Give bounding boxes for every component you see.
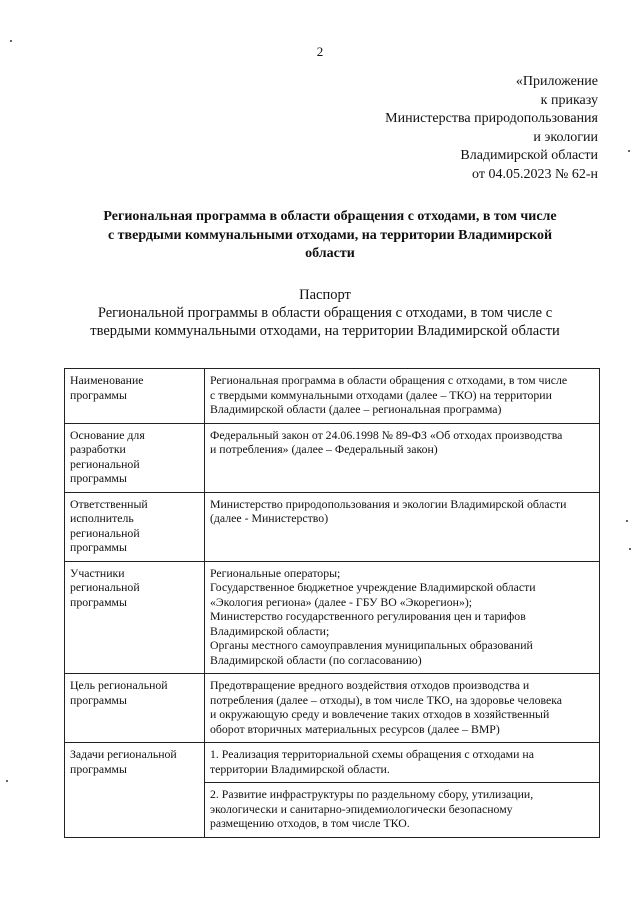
row-value — [205, 369, 600, 424]
appendix-line: от 04.05.2023 № 62-н — [472, 166, 598, 182]
value-line: с твердыми коммунальными отходами (далее – ТКО) на территории — [210, 387, 552, 402]
scan-speck — [6, 780, 8, 782]
scan-speck — [626, 520, 628, 522]
row-label — [65, 492, 205, 561]
label-line: разработки — [70, 442, 126, 456]
page-number: 2 — [316, 44, 324, 59]
task-item — [205, 783, 600, 838]
value-line: Владимирской области (по согласованию) — [210, 652, 422, 667]
label-line: Ответственный — [70, 496, 148, 511]
label-line: программы — [70, 692, 127, 707]
scan-speck — [628, 150, 630, 152]
table-row — [65, 423, 600, 492]
table-row — [65, 743, 600, 783]
label-line: региональной — [70, 525, 140, 540]
row-label — [65, 423, 205, 492]
row-label — [65, 743, 205, 838]
table-row — [65, 674, 600, 743]
scan-speck — [629, 548, 631, 550]
value-line: Министерство природопользования и экологии Владимирской области — [210, 496, 567, 511]
value-line: и окружающую среду и вовлечение таких отходов в хозяйственный — [210, 707, 550, 721]
value-line: и потребления» (далее – Федеральный закон) — [210, 442, 438, 456]
task-item — [205, 743, 600, 783]
label-line: программы — [70, 594, 127, 609]
title-line: с твердыми коммунальными отходами, на территории Владимирской — [107, 227, 553, 243]
value-line: экологически и санитарно-эпидемиологически безопасному — [210, 801, 513, 816]
passport-heading: Паспорт — [299, 287, 351, 303]
table-row — [65, 561, 600, 674]
label-line: исполнитель — [70, 511, 134, 525]
row-label — [65, 561, 205, 674]
title-line: области — [305, 246, 355, 261]
row-label — [65, 674, 205, 743]
appendix-line: и экологии — [533, 129, 598, 145]
value-line: Предотвращение вредного воздействия отходов производства и — [210, 678, 530, 692]
value-line: 2. Развитие инфраструктуры по раздельному сбору, утилизации, — [210, 787, 534, 801]
value-line: 1. Реализация территориальной схемы обращения с отходами на — [210, 747, 534, 761]
appendix-line: «Приложение — [515, 74, 598, 89]
value-line: Государственное бюджетное учреждение Владимирской области — [210, 580, 536, 594]
label-line: Наименование — [70, 373, 144, 387]
passport-table — [64, 368, 600, 838]
label-line: программы — [70, 540, 127, 554]
value-line: потребления (далее – отходы), в том числе ТКО, на здоровье человека — [210, 692, 563, 707]
value-line: Региональные операторы; — [210, 565, 341, 580]
value-line: размещению отходов, в том числе ТКО. — [210, 816, 410, 830]
title-line: Региональная программа в области обращения с отходами, в том числе — [103, 209, 557, 224]
passport-subtitle-line: Региональной программы в области обращения с отходами, в том числе с — [97, 305, 553, 321]
label-line: Задачи региональной — [70, 747, 177, 761]
label-line: программы — [70, 761, 127, 776]
label-line: программы — [70, 471, 127, 485]
value-line: «Экология региона» (далее - ГБУ ВО «Экорегион»); — [210, 594, 473, 609]
row-value — [205, 674, 600, 743]
table-row — [65, 492, 600, 561]
scan-speck — [10, 40, 12, 42]
row-value — [205, 492, 600, 561]
appendix-line: Министерства природопользования — [385, 111, 598, 127]
label-line: программы — [70, 387, 127, 402]
label-line: региональной — [70, 580, 140, 594]
label-line: Цель региональной — [70, 678, 168, 692]
row-value — [205, 561, 600, 674]
value-line: (далее - Министерство) — [210, 511, 329, 525]
value-line: Федеральный закон от 24.06.1998 № 89-ФЗ «Об отходах производства — [210, 427, 563, 442]
appendix-line: Владимирской области — [460, 148, 598, 164]
value-line: Владимирской области (далее – региональная программа) — [210, 402, 502, 416]
label-line: региональной — [70, 456, 140, 471]
table-row — [65, 369, 600, 424]
appendix-line: к приказу — [540, 92, 598, 108]
value-line: Региональная программа в области обращения с отходами, в том числе — [210, 373, 568, 387]
label-line: Основание для — [70, 427, 145, 442]
passport-subtitle-line: твердыми коммунальными отходами, на территории Владимирской области — [90, 323, 560, 339]
value-line: территории Владимирской области. — [210, 761, 390, 776]
value-line: Органы местного самоуправления муниципальных образований — [210, 638, 533, 652]
value-line: Министерство государственного регулирования цен и тарифов — [210, 609, 526, 623]
row-value — [205, 423, 600, 492]
value-line: оборот вторичных материальных ресурсов (далее – ВМР) — [210, 721, 500, 736]
appendix-header — [385, 73, 598, 185]
value-line: Владимирской области; — [210, 623, 330, 638]
label-line: Участники — [70, 565, 125, 580]
document-title — [60, 208, 600, 264]
row-label — [65, 369, 205, 424]
passport-heading-block — [55, 286, 595, 340]
